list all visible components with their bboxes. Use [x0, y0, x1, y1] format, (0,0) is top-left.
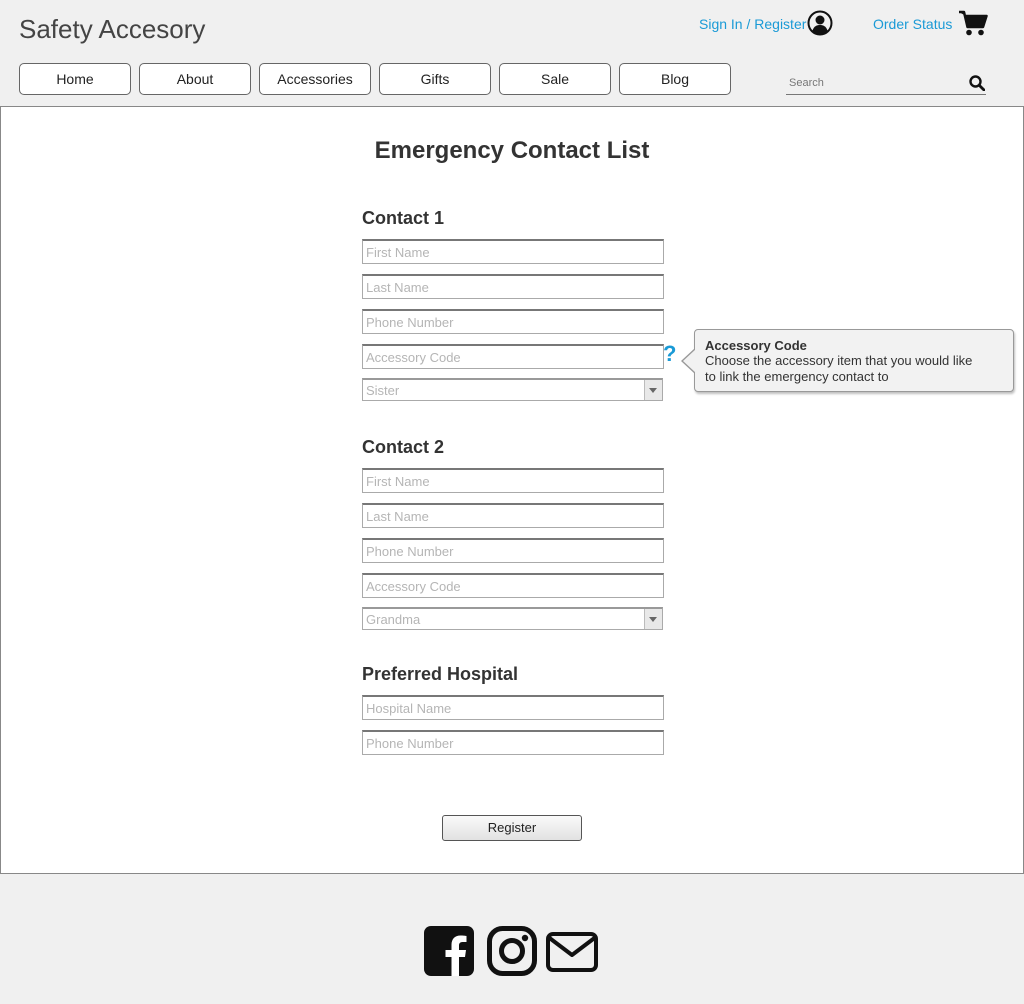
contact-1-heading: Contact 1: [362, 208, 445, 228]
chevron-down-icon[interactable]: [644, 380, 662, 400]
search-icon[interactable]: [969, 75, 985, 91]
nav-home-button[interactable]: Home: [19, 63, 131, 95]
hospital-phone-input[interactable]: [362, 730, 664, 755]
nav-sale-button[interactable]: Sale: [499, 63, 611, 95]
user-circle-icon[interactable]: [807, 10, 833, 36]
help-question-icon[interactable]: ?: [663, 341, 677, 366]
contact-2-phone-input[interactable]: [362, 538, 664, 563]
contact-2-relationship-select[interactable]: [362, 607, 663, 630]
nav-blog-button[interactable]: Blog: [619, 63, 731, 95]
preferred-hospital-heading: Preferred Hospital: [362, 664, 519, 684]
contact-1-last-name-input[interactable]: [362, 274, 664, 299]
contact-1-relationship-select[interactable]: [362, 378, 663, 401]
hospital-name-input[interactable]: [362, 695, 664, 720]
contact-2-heading: Contact 2: [362, 437, 445, 457]
tooltip-text: Choose the accessory item that you would like to link the emergency contact to: [705, 353, 973, 384]
mail-icon[interactable]: [546, 932, 598, 972]
facebook-icon[interactable]: [424, 926, 474, 976]
page-title: Emergency Contact List: [374, 137, 650, 164]
sign-in-register-link[interactable]: Sign In / Register: [699, 16, 807, 32]
contact-1-accessory-code-input[interactable]: [362, 344, 664, 369]
nav-accessories-button[interactable]: Accessories: [259, 63, 371, 95]
order-status-link[interactable]: Order Status: [873, 16, 953, 32]
contact-1-phone-input[interactable]: [362, 309, 664, 334]
contact-2-relationship-value: Grandma: [366, 612, 421, 627]
instagram-icon[interactable]: [487, 926, 537, 976]
contact-2-last-name-input[interactable]: [362, 503, 664, 528]
nav-gifts-button[interactable]: Gifts: [379, 63, 491, 95]
contact-1-first-name-input[interactable]: [362, 239, 664, 264]
search-input[interactable]: [786, 73, 962, 93]
site-title[interactable]: Safety Accesory: [19, 14, 206, 44]
contact-2-accessory-code-input[interactable]: [362, 573, 664, 598]
search-bar: [786, 73, 986, 95]
register-button[interactable]: Register: [442, 815, 582, 841]
contact-2-first-name-input[interactable]: [362, 468, 664, 493]
shopping-cart-icon[interactable]: [958, 9, 988, 37]
contact-1-relationship-value: Sister: [366, 383, 400, 398]
chevron-down-icon[interactable]: [644, 609, 662, 629]
nav-about-button[interactable]: About: [139, 63, 251, 95]
accessory-code-tooltip: [694, 329, 1014, 392]
tooltip-title: Accessory Code: [705, 338, 807, 353]
main-panel: [0, 106, 1024, 874]
